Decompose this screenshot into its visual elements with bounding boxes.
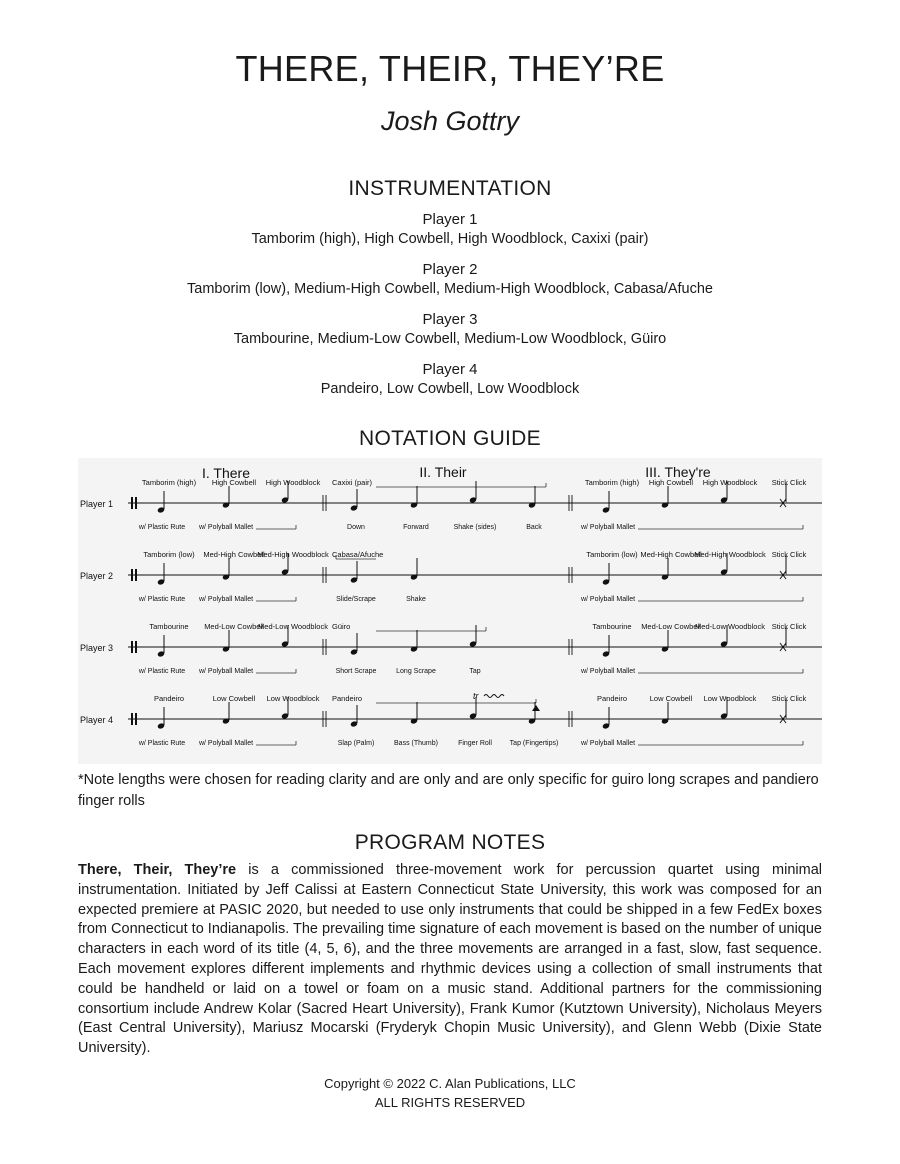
trill-mark: tr — [473, 691, 479, 701]
movement-2-title: II. Their — [419, 464, 467, 480]
m3-label: Tamborim (high) — [584, 478, 640, 487]
m3-label: Stick Click — [771, 622, 807, 631]
notation-guide-figure — [78, 458, 822, 764]
m2-technique-label: Bass (Thumb) — [394, 740, 438, 747]
m1-rute-label: w/ Plastic Rute — [138, 596, 186, 603]
row-4-player-label: Player 4 — [80, 715, 114, 725]
player-3-instruments: Tambourine, Medium-Low Cowbell, Medium-Low Woodblock, Güiro — [233, 331, 667, 347]
m1-rute-label: w/ Plastic Rute — [138, 668, 186, 675]
m3-label: Med-High Woodblock — [694, 550, 766, 559]
m1-mallet-label: w/ Polyball Mallet — [198, 524, 254, 531]
m1-mallet-label: w/ Polyball Mallet — [198, 740, 254, 747]
m1-label: Med-High Woodblock — [257, 550, 329, 559]
page-title: THERE, THEIR, THEY’RE — [235, 48, 665, 89]
m3-label: Med-High Cowbell — [640, 550, 702, 559]
player-1-name: Player 1 — [422, 211, 478, 228]
m2-technique-label: Down — [347, 524, 365, 531]
m1-mallet-label: w/ Polyball Mallet — [198, 668, 254, 675]
m3-label: Stick Click — [771, 478, 807, 487]
m1-label: Med-Low Woodblock — [258, 622, 328, 631]
m2-instrument-label: Cabasa/Afuche — [332, 550, 384, 559]
notation-guide-heading: NOTATION GUIDE — [359, 427, 541, 450]
m2-instrument-label: Caxixi (pair) — [332, 478, 373, 487]
program-notes-heading: PROGRAM NOTES — [354, 831, 546, 854]
m2-technique-label: Long Scrape — [396, 668, 436, 675]
row-3-player-label: Player 3 — [80, 643, 114, 653]
m3-mallet-label: w/ Polyball Mallet — [580, 740, 636, 747]
m3-label: High Cowbell — [648, 478, 694, 487]
player-2-instruments: Tamborim (low), Medium-High Cowbell, Medium-High Woodblock, Cabasa/Afuche — [187, 281, 713, 297]
instrumentation-heading: INSTRUMENTATION — [348, 177, 552, 200]
row-2-player-label: Player 2 — [80, 571, 114, 581]
program-notes-text — [78, 861, 822, 1059]
m3-label: Stick Click — [771, 550, 807, 559]
player-4-instruments: Pandeiro, Low Cowbell, Low Woodblock — [320, 381, 580, 397]
notation-footnote: *Note lengths were chosen for reading clarity and are only and are only specific for guiro long scrapes and pandiero finger rolls — [78, 772, 819, 809]
notation-guide-svg — [78, 458, 822, 764]
movement-1-title: I. There — [202, 465, 250, 481]
m1-label: Pandeiro — [153, 694, 185, 703]
m1-label: Low Woodblock — [266, 694, 320, 703]
composer-name: Josh Gottry — [380, 106, 520, 136]
movement-3-title: III. They're — [645, 464, 711, 480]
m2-technique-label: Slap (Palm) — [337, 740, 375, 747]
m1-mallet-label: w/ Polyball Mallet — [198, 596, 254, 603]
m1-label: Tamborim (low) — [143, 550, 195, 559]
m1-label: High Cowbell — [211, 478, 257, 487]
m2-technique-label: Tap — [469, 668, 481, 675]
m3-label: High Woodblock — [702, 478, 758, 487]
percussion-clef — [131, 713, 133, 725]
m3-label: Med-Low Woodblock — [695, 622, 765, 631]
m3-label: Tamborim (low) — [586, 550, 638, 559]
m3-mallet-label: w/ Polyball Mallet — [580, 668, 636, 675]
m2-technique-label: Short Scrape — [335, 668, 377, 675]
m3-mallet-label: w/ Polyball Mallet — [580, 524, 636, 531]
player-3-name: Player 3 — [422, 311, 478, 328]
m2-instrument-label: Pandeiro — [332, 694, 363, 703]
copyright-line: Copyright © 2022 C. Alan Publications, LLC — [324, 1076, 576, 1091]
player-4-name: Player 4 — [422, 361, 478, 378]
m2-technique-label: Slide/Scrape — [336, 596, 376, 603]
m3-label: Low Cowbell — [649, 694, 693, 703]
program-notes-lead: There, Their, They’re — [78, 862, 237, 878]
m2-instrument-label: Güiro — [332, 622, 351, 631]
percussion-clef — [131, 497, 133, 509]
m1-label: Low Cowbell — [212, 694, 256, 703]
m1-label: High Woodblock — [265, 478, 321, 487]
m1-label: Med-High Cowbell — [203, 550, 265, 559]
m2-technique-label: Finger Roll — [458, 740, 492, 747]
m3-label: Pandeiro — [596, 694, 628, 703]
m2-technique-label: Forward — [403, 524, 429, 531]
row-1-player-label: Player 1 — [80, 499, 114, 509]
rights-line: ALL RIGHTS RESERVED — [374, 1095, 526, 1110]
m1-label: Tambourine — [149, 622, 189, 631]
m2-technique-label: Shake — [406, 596, 426, 603]
m3-label: Stick Click — [771, 694, 807, 703]
m1-label: Med-Low Cowbell — [204, 622, 264, 631]
m2-technique-label: Back — [526, 524, 542, 531]
m1-label: Tamborim (high) — [141, 478, 197, 487]
program-notes-body: is a commissioned three-movement work for percussion quartet using minimal instrumentation. Initiated by Jeff Calissi at Eastern Connecticut State University, this work was composed for an expected premiere at PASIC 2020, but needed to use only instruments that could be shipped in a few FedEx boxes from Connecticut to Indianapolis. The prevailing time signature of each movement is based on the number of unique characters in each word of its title (4, 5, 6), and the three movements are arranged in a fast, slow, fast sequence. Each movement explores different implements and rhythmic devices using a collection of small instruments that could be handheld or laid on a towel or foam on a music stand. Additional partners for the commissioning consortium include Andrew Kolar (Sacred Heart University), Frank Kumor (Kutztown University), Nicholaus Meyers (East Central University), Mariusz Mocarski (Fryderyk Chopin Music University), and Glenn Webb (Dixie State University). — [78, 862, 822, 1057]
m3-label: Med-Low Cowbell — [641, 622, 701, 631]
m3-label: Low Woodblock — [703, 694, 757, 703]
m3-label: Tambourine — [592, 622, 632, 631]
player-2-name: Player 2 — [422, 261, 478, 278]
m2-technique-label: Shake (sides) — [453, 524, 497, 531]
m3-mallet-label: w/ Polyball Mallet — [580, 596, 636, 603]
player-1-instruments: Tamborim (high), High Cowbell, High Woodblock, Caxixi (pair) — [251, 231, 649, 247]
m2-technique-label: Tap (Fingertips) — [509, 740, 559, 747]
percussion-clef — [131, 569, 133, 581]
m1-rute-label: w/ Plastic Rute — [138, 740, 186, 747]
m1-rute-label: w/ Plastic Rute — [138, 524, 186, 531]
percussion-clef — [131, 641, 133, 653]
